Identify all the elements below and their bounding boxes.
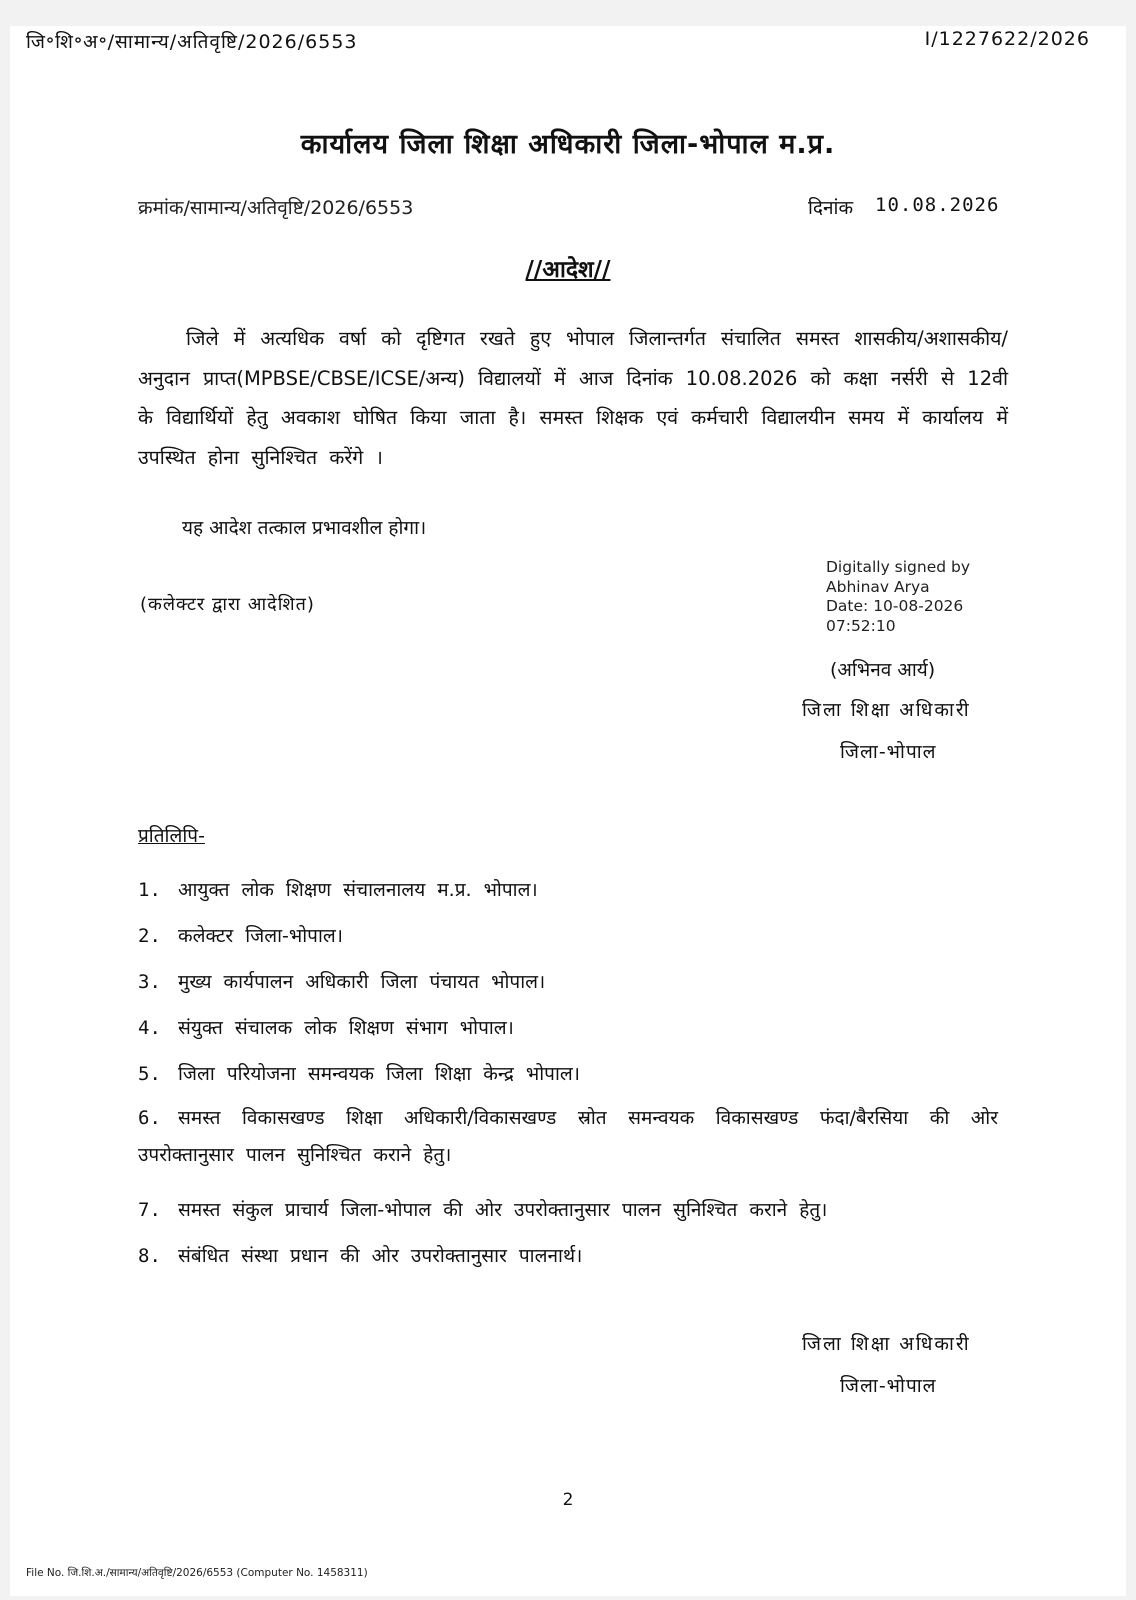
top-reference-right: I/1227622/2026 [924,28,1090,50]
list-item [138,1100,998,1174]
office-title: कार्यालय जिला शिक्षा अधिकारी जिला-भोपाल म.प्र. [300,129,836,160]
date-value: 10.08.2026 [875,194,1000,216]
document-page [10,26,1126,1596]
list-item-text: जिला परियोजना समन्वयक जिला शिक्षा केन्द्र भोपाल। [178,1063,580,1085]
list-item-number: 4. [138,1017,161,1039]
list-item-text: समस्त विकासखण्ड शिक्षा अधिकारी/विकासखण्ड स्रोत समन्वयक विकासखण्ड फंदा/बैरसिया की ओर उपरोक्तानुसार पालन सुनिश्चित कराने हेतु। [138,1107,998,1166]
list-item [138,1196,998,1222]
digital-signature-date: Date: 10-08-2026 [826,597,964,615]
list-item [138,968,998,994]
list-item-text: संयुक्त संचालक लोक शिक्षण संभाग भोपाल। [178,1017,514,1039]
list-item-number: 3. [138,971,161,993]
effect-statement: यह आदेश तत्काल प्रभावशील होगा। [182,517,427,539]
list-item-number: 6. [138,1107,161,1129]
signatory-name: (अभिनव आर्य) [830,659,936,681]
list-item [138,922,998,948]
list-item-number: 1. [138,879,161,901]
list-item-text: कलेक्टर जिला-भोपाल। [178,925,343,947]
reference-number: क्रमांक/सामान्य/अतिवृष्टि/2026/6553 [138,197,414,219]
list-item-number: 8. [138,1245,161,1267]
collector-order: (कलेक्टर द्वारा आदेशित) [140,594,315,615]
digital-signature [826,558,970,636]
copy-heading: प्रतिलिपि- [138,825,205,847]
order-body: जिले में अत्यधिक वर्षा को दृष्टिगत रखते हुए भोपाल जिलान्तर्गत संचालित समस्त शासकीय/अशासकीय/अनुदान प्राप्त(MPBSE/CBSE/ICSE/अन्य) विद्यालयों में आज दिनांक 10.08.2026 को कक्षा नर्सरी से 12वी के विद्यार्थियों हेतु अवकाश घोषित किया जाता है। समस्त शिक्षक एवं कर्मचारी विद्यालयीन समय में कार्यालय में उपस्थित होना सुनिश्चित करेंगे । [138,327,1008,469]
list-item-number: 7. [138,1199,161,1221]
list-item-text: आयुक्त लोक शिक्षण संचालनालय म.प्र. भोपाल। [178,879,538,901]
list-item [138,876,998,902]
file-number: File No. जि.शि.अ./सामान्य/अतिवृष्टि/2026/6553 (Computer No. 1458311) [26,1567,368,1579]
digital-signature-time: 07:52:10 [826,616,896,635]
page-number: 2 [562,1490,574,1510]
list-item [138,1060,998,1086]
top-reference-left: जि॰शि॰अ॰/सामान्य/अतिवृष्टि/2026/6553 [26,31,358,53]
list-item-text: मुख्य कार्यपालन अधिकारी जिला पंचायत भोपाल। [178,971,546,993]
date-label: दिनांक [808,197,854,219]
list-item-number: 5. [138,1063,161,1085]
footer-signatory-designation: जिला शिक्षा अधिकारी [802,1333,971,1355]
signatory-district: जिला-भोपाल [840,741,937,763]
list-item-number: 2. [138,925,161,947]
list-item-text: संबंधित संस्था प्रधान की ओर उपरोक्तानुसार पालनार्थ। [178,1245,583,1267]
list-item-text: समस्त संकुल प्राचार्य जिला-भोपाल की ओर उपरोक्तानुसार पालन सुनिश्चित कराने हेतु। [178,1199,828,1221]
digital-signature-line: Digitally signed by [826,558,971,576]
order-title: //आदेश// [525,257,611,283]
footer-signatory-district: जिला-भोपाल [840,1375,937,1397]
list-item [138,1014,998,1040]
list-item [138,1242,998,1268]
digital-signature-name: Abhinav Arya [826,577,930,596]
signatory-designation: जिला शिक्षा अधिकारी [802,699,971,721]
